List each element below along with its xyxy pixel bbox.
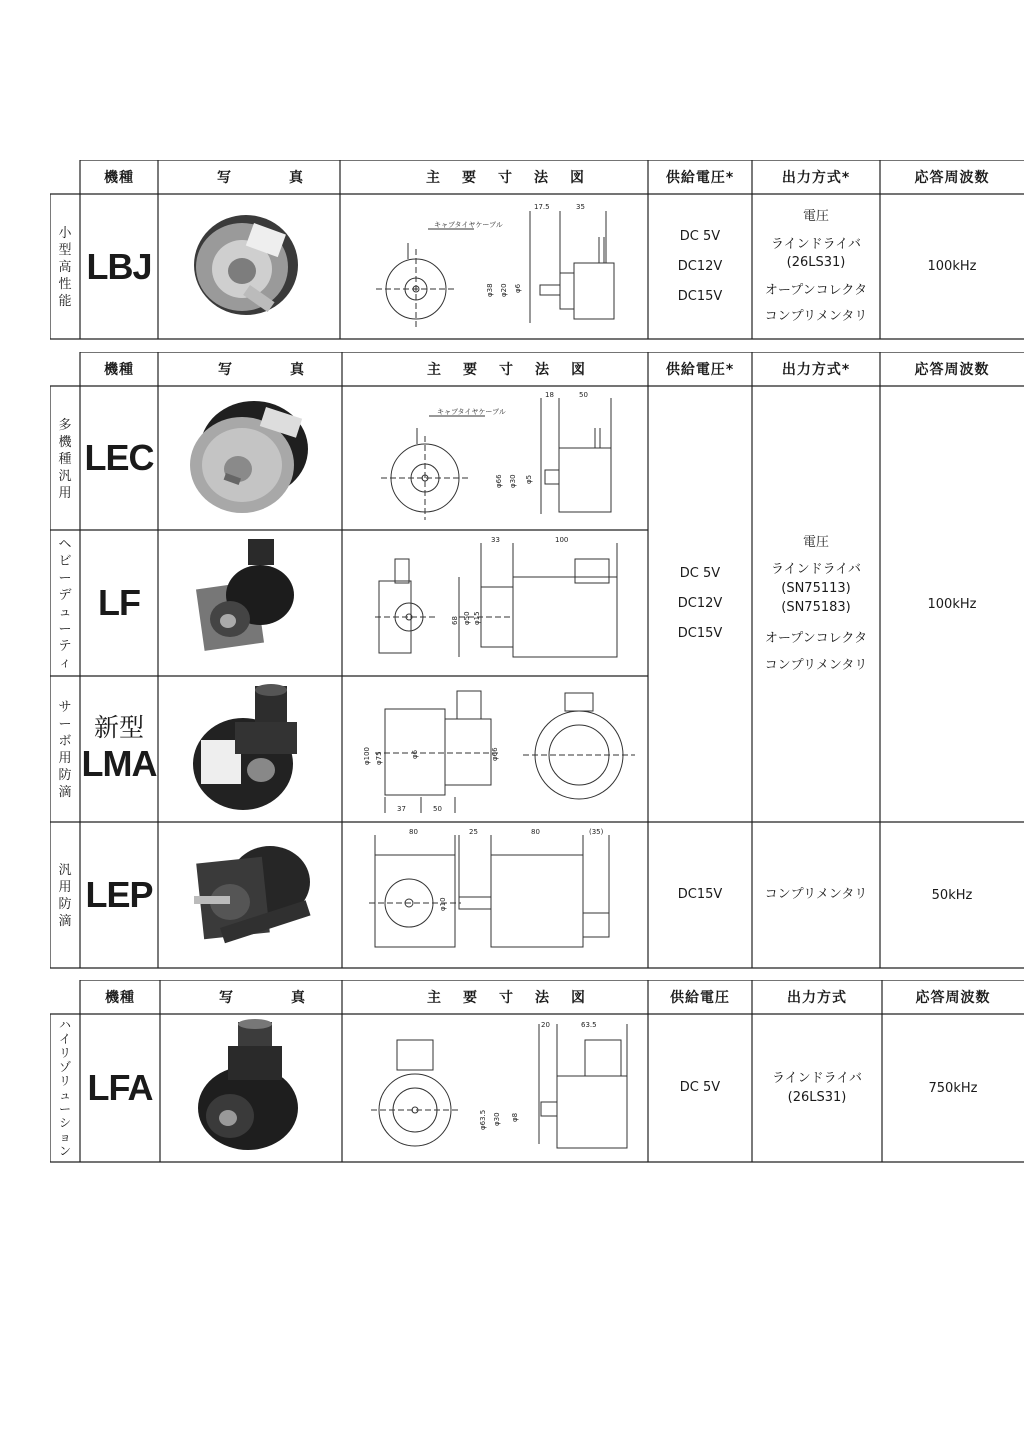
dim-phi3: φ6 (514, 283, 522, 293)
voltage-list (648, 194, 752, 339)
voltage-2: DC12V (677, 258, 723, 274)
encoder-lma-photo (158, 676, 342, 822)
header-response: 応答周波数 (914, 362, 990, 378)
dim-phi2: φ30 (493, 1112, 501, 1126)
dim-d2: 50 (433, 805, 442, 813)
output-2: ラインドライバ (771, 562, 861, 577)
header-photo: 写 真 (219, 990, 327, 1006)
dim-d1: 37 (397, 805, 406, 813)
output-4: オープンコレクタ (764, 282, 868, 298)
dim-phi2: φ15 (473, 611, 481, 625)
header-dimension: 主要寸法図 (427, 362, 607, 378)
group-output-list (752, 386, 880, 822)
header-model: 機種 (104, 362, 134, 378)
response-frequency: 750kHz (928, 1080, 978, 1096)
header-dimension: 主要寸法図 (426, 170, 606, 186)
encoder-lec-photo (158, 386, 342, 530)
dim-d2: 63.5 (581, 1021, 597, 1029)
dim-phi2: φ20 (500, 282, 508, 297)
output-1: 電圧 (802, 535, 829, 550)
model-name: LEP (85, 874, 153, 915)
dim-d1: 18 (545, 391, 554, 399)
voltage-1: DC 5V (679, 566, 721, 581)
category-label: 多機種汎用 (58, 417, 72, 501)
header-output: 出力方式* (781, 362, 851, 378)
lep-response: 50kHz (931, 887, 973, 903)
header-response: 応答周波数 (915, 990, 991, 1006)
header-voltage: 供給電圧 (670, 990, 730, 1006)
header-output: 出力方式* (781, 170, 851, 186)
category-label: ヘビーデューティ (58, 537, 72, 671)
voltage-3: DC15V (677, 288, 723, 304)
voltage-value: DC 5V (679, 1080, 721, 1095)
voltage-3: DC15V (677, 626, 723, 641)
model-name: LFA (87, 1067, 153, 1108)
category-label: 小型高性能 (58, 226, 72, 309)
dim-phi1: φ10 (439, 897, 447, 911)
output-list (752, 1014, 882, 1162)
model-name: LBJ (86, 245, 152, 287)
encoder-lbj-photo (158, 194, 340, 339)
model-name: LEC (84, 437, 154, 478)
dim-phi1: φ38 (486, 282, 494, 297)
table-lfa (50, 980, 1024, 1164)
voltage-2: DC12V (677, 596, 723, 611)
header-photo: 写 真 (218, 362, 326, 378)
category-label: ハイリゾリューション (58, 1018, 71, 1158)
header-model: 機種 (104, 170, 134, 186)
header-photo: 写 真 (217, 170, 325, 186)
output-1: ラインドライバ (772, 1071, 862, 1086)
dim-d1: 80 (409, 828, 418, 836)
header-voltage: 供給電圧* (665, 362, 735, 378)
output-list (752, 194, 880, 339)
model-name: LF (98, 582, 140, 623)
output-5: オープンコレクタ (764, 631, 868, 646)
dim-phi1: φ50 (463, 611, 471, 625)
encoder-lep-photo (158, 822, 342, 968)
dimension-drawing-lma (342, 676, 648, 822)
header-model: 機種 (105, 990, 135, 1006)
dim-d1: 20 (541, 1021, 550, 1029)
dimension-drawing-lep (342, 822, 648, 968)
dim-d4: (35) (589, 828, 604, 836)
lep-voltage: DC15V (677, 887, 723, 902)
dimension-drawing-lf (342, 530, 648, 676)
dim-a1: 68 (451, 616, 459, 625)
dim-phi1: φ63.5 (479, 1109, 487, 1130)
dim-phi2: φ30 (509, 474, 517, 488)
dim-phi3: φ6 (411, 749, 419, 759)
dim-d2: 50 (579, 391, 588, 399)
dimension-drawing-lbj (340, 194, 648, 339)
category-label: 汎用防滴 (58, 863, 72, 929)
header-dimension: 主要寸法図 (427, 990, 607, 1006)
dim-d2: 35 (576, 202, 585, 211)
output-1: 電圧 (802, 208, 829, 224)
response-frequency: 100kHz (927, 259, 977, 274)
category-label: サーボ用防滴 (58, 700, 72, 800)
output-2: (26LS31) (787, 1090, 847, 1105)
voltage-1: DC 5V (679, 228, 721, 244)
group-voltage-list (648, 386, 752, 822)
table-lbj (50, 160, 1024, 340)
dim-d2: 100 (555, 536, 569, 544)
dimension-drawing-lec (342, 386, 648, 530)
output-3: (26LS31) (786, 254, 846, 270)
dim-phi1: φ66 (495, 474, 503, 488)
dim-phi3: φ8 (511, 1112, 519, 1122)
encoder-lfa-photo (160, 1014, 342, 1162)
header-response: 応答周波数 (914, 170, 990, 186)
model-prefix: 新型 (93, 714, 144, 742)
dim-d1: 33 (491, 536, 500, 544)
dimension-drawing-lfa (342, 1014, 648, 1162)
dim-d3: 80 (531, 828, 540, 836)
encoder-lf-photo (158, 530, 342, 676)
header-output: 出力方式 (787, 990, 847, 1006)
dim-cable: キャブタイヤケーブル (437, 408, 506, 416)
header-voltage: 供給電圧* (665, 170, 735, 186)
dim-d1: 17.5 (534, 202, 550, 211)
model-code: LMA (81, 743, 157, 784)
output-5: コンプリメンタリ (764, 308, 868, 324)
dim-phi4: φ66 (491, 747, 499, 761)
dim-phi3: φ5 (525, 474, 533, 484)
output-3: (SN75113) (781, 581, 851, 596)
output-4: (SN75183) (781, 600, 851, 615)
dim-cable: キャブタイヤケーブル (434, 220, 503, 229)
output-2: ラインドライバ (771, 236, 861, 252)
dim-phi1: φ100 (363, 747, 371, 765)
dim-d2: 25 (469, 828, 478, 836)
group-response-frequency: 100kHz (927, 596, 977, 612)
output-6: コンプリメンタリ (764, 658, 868, 673)
lep-output: コンプリメンタリ (764, 887, 868, 902)
table-lec-group (50, 352, 1024, 970)
model-name (80, 676, 158, 822)
dim-phi2: φ75 (375, 751, 383, 765)
